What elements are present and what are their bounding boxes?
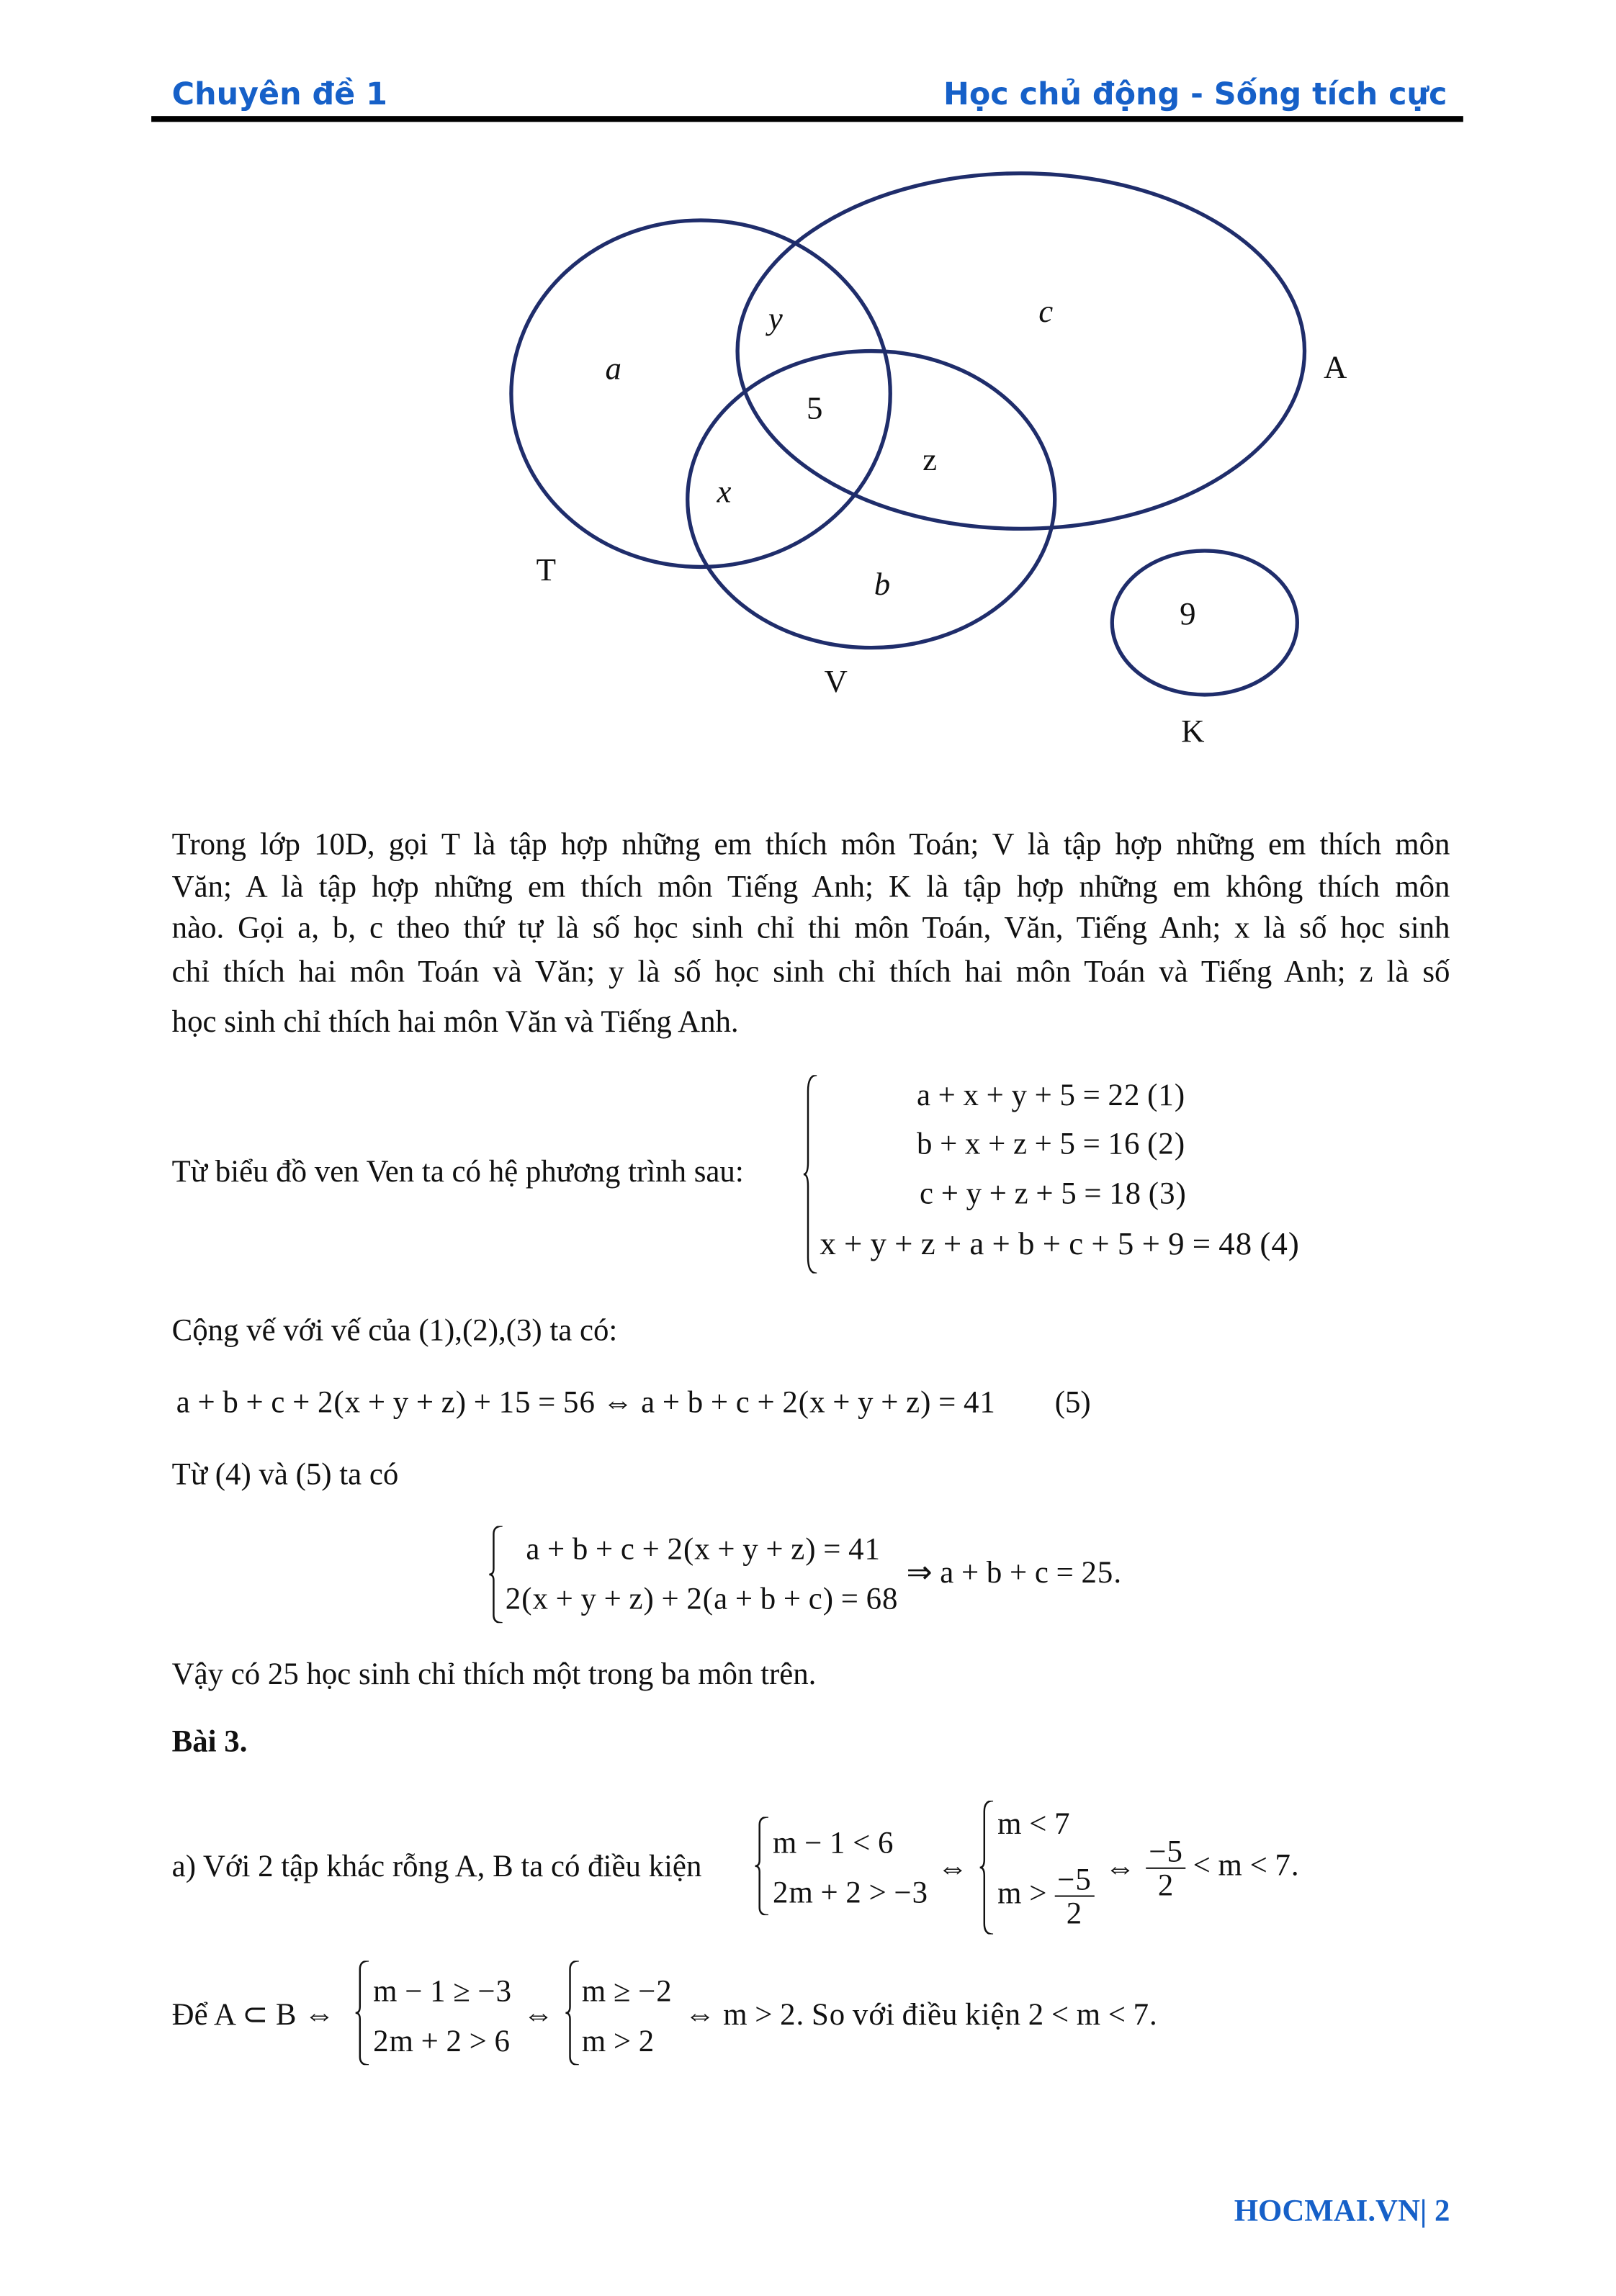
paragraph-line: chỉ thích hai môn Toán và Văn; y là số học sinh chỉ thích hai môn Toán và Tiếng Anh; z là số	[171, 953, 1450, 989]
part-a-label: a) Với 2 tập khác rỗng A, B ta có điều kiện	[171, 1848, 702, 1884]
subset-label: Để A ⊂ B ⇔	[171, 1996, 335, 2032]
conclusion: Vậy có 25 học sinh chỉ thích một trong ba môn trên.	[171, 1656, 817, 1691]
subset-result-2: m > 2	[581, 2023, 655, 2058]
part-a-result-1: m < 7	[997, 1806, 1071, 1842]
equation-3: c + y + z + 5 = 18 (3)	[920, 1175, 1187, 1211]
header-chapter: Chuyên đề 1	[171, 76, 387, 112]
part-a-ineq-1: m − 1 < 6	[773, 1824, 894, 1860]
equation-5: a + b + c + 2(x + y + z) + 15 = 56 ⇔ a + b + c + 2(x + y + z) = 41	[176, 1384, 996, 1420]
paragraph-line: Văn; A là tập hợp những em thích môn Tiếng Anh; K là tập hợp những em không thích môn	[171, 868, 1450, 904]
brace	[354, 1960, 372, 2065]
brace	[802, 1075, 820, 1273]
subset-ineq-2: 2m + 2 > 6	[373, 2023, 511, 2058]
label-A: A	[1324, 348, 1347, 385]
paragraph-line: Trong lớp 10D, gọi T là tập hợp những em thích môn Toán; V là tập hợp những em thích môn	[171, 826, 1450, 862]
brace	[488, 1526, 505, 1624]
part-a-result-2	[997, 1863, 1095, 1930]
region-center: 5	[806, 390, 823, 426]
subset-result-1: m ≥ −2	[581, 1973, 673, 2009]
brace	[754, 1816, 771, 1915]
footer-page-number: HOCMAI.VN| 2	[1234, 2192, 1450, 2228]
label-V: V	[824, 662, 848, 699]
system1-label: Từ biểu đồ ven Ven ta có hệ phương trình sau:	[171, 1153, 744, 1189]
paragraph-line: nào. Gọi a, b, c theo thứ tự là số học sinh chỉ thi môn Toán, Văn, Tiếng Anh; x là số học sinh	[171, 909, 1450, 945]
system2-eq-1: a + b + c + 2(x + y + z) = 41	[526, 1531, 881, 1567]
paragraph-line: học sinh chỉ thích hai môn Văn và Tiếng Anh.	[171, 1004, 739, 1040]
region-z: z	[923, 441, 938, 477]
equation-4: x + y + z + a + b + c + 5 + 9 = 48 (4)	[820, 1225, 1300, 1262]
system2-eq-2: 2(x + y + z) + 2(a + b + c) = 68	[505, 1580, 899, 1616]
equation-5-tag: (5)	[1054, 1384, 1091, 1420]
region-y: y	[768, 300, 783, 336]
brace	[564, 1960, 581, 2065]
subset-ineq-1: m − 1 ≥ −3	[373, 1973, 513, 2009]
set-A-circle	[737, 174, 1304, 529]
label-T: T	[536, 551, 557, 587]
equation-1: a + x + y + 5 = 22 (1)	[916, 1077, 1186, 1113]
region-k: 9	[1180, 595, 1196, 631]
region-a: a	[605, 350, 621, 387]
iff-symbol: ⇔	[937, 1850, 969, 1886]
set-V-circle	[688, 351, 1055, 648]
equation-2: b + x + z + 5 = 16 (2)	[916, 1125, 1186, 1161]
fraction: $\frac{-5}{2}$	[1146, 1835, 1186, 1901]
from-4-5-label: Từ (4) và (5) ta có	[171, 1456, 399, 1492]
part-a-final	[1146, 1835, 1299, 1901]
subset-conclusion: ⇔ m > 2. So với điều kiện 2 < m < 7.	[684, 1996, 1158, 2032]
exercise-heading: Bài 3.	[171, 1723, 248, 1759]
fraction: $\frac{-5}{2}$	[1054, 1863, 1095, 1930]
system2-result: ⇒ a + b + c = 25.	[906, 1554, 1123, 1590]
label-K: K	[1181, 713, 1205, 749]
iff-symbol: ⇔	[523, 1996, 555, 2032]
region-x: x	[717, 473, 732, 510]
brace	[979, 1801, 996, 1935]
region-b: b	[874, 566, 891, 603]
sum-label: Cộng vế với vế của (1),(2),(3) ta có:	[171, 1312, 618, 1348]
set-K-circle	[1112, 551, 1297, 695]
set-T-circle	[511, 220, 890, 567]
venn-diagram	[0, 0, 1616, 764]
part-a-ineq-2: 2m + 2 > −3	[773, 1874, 929, 1910]
iff-symbol: ⇔	[1105, 1850, 1136, 1886]
final-range: < m < 7.	[1193, 1847, 1300, 1883]
header-slogan: Học chủ động - Sống tích cực	[943, 76, 1447, 112]
m-greater: m >	[997, 1875, 1048, 1911]
region-c: c	[1038, 292, 1054, 329]
